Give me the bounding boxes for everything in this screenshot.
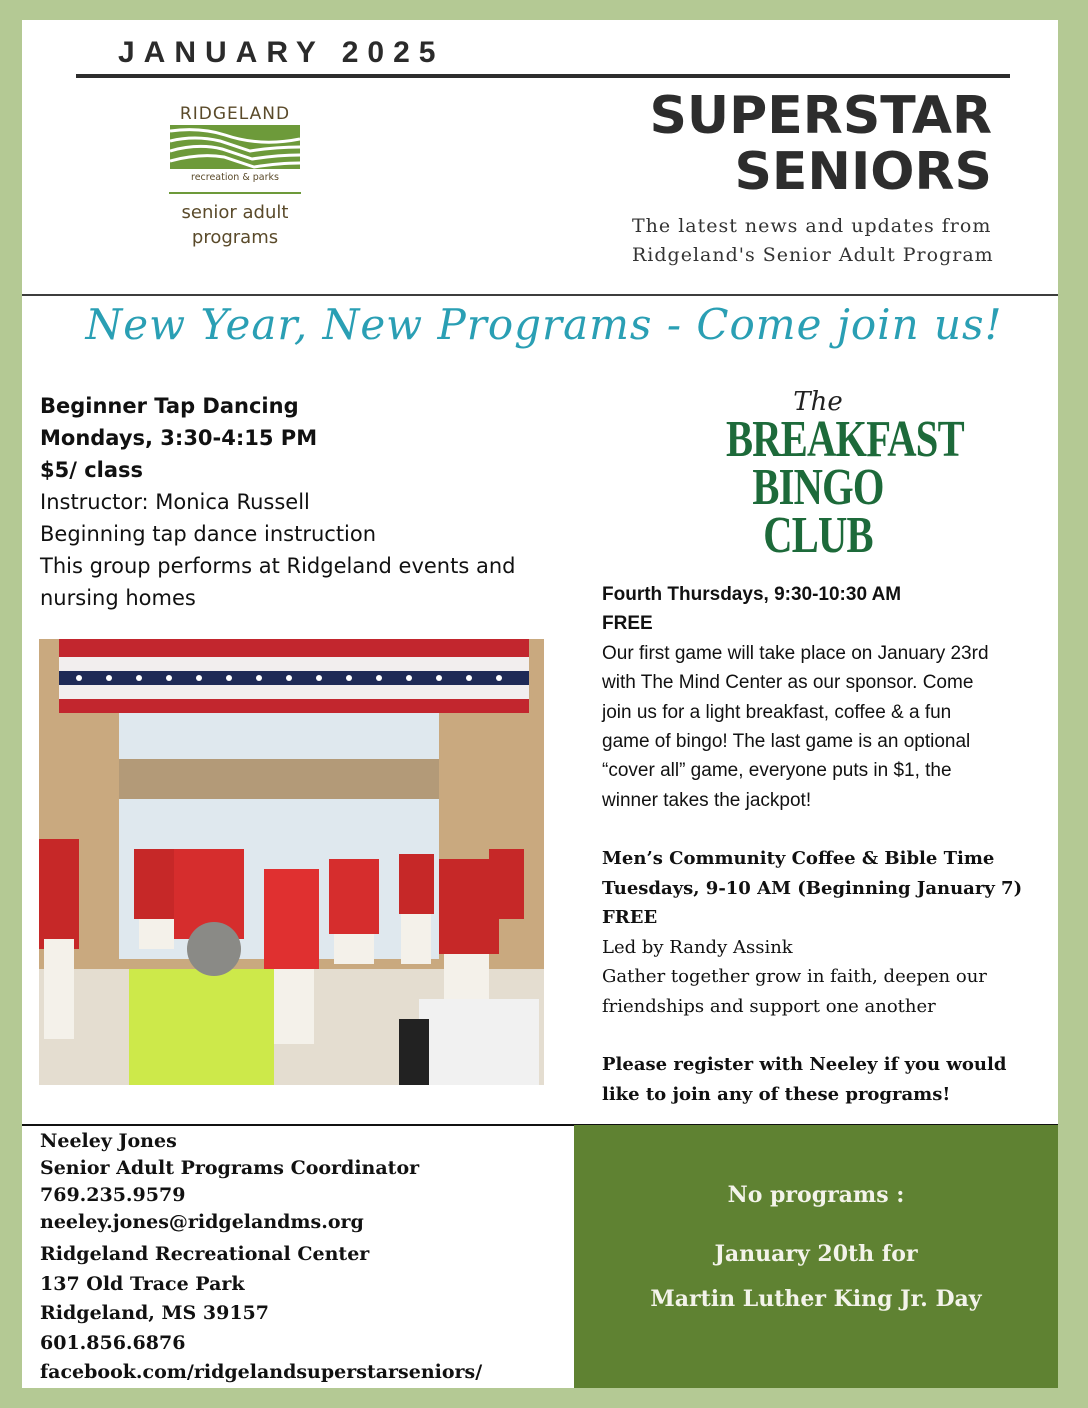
- logo-program-line2: programs: [191, 227, 279, 248]
- bingo-description-line: “cover all” game, everyone puts in $1, the: [602, 760, 952, 782]
- facebook-link[interactable]: facebook.com/ridgelandsuperstarseniors/: [40, 1361, 483, 1383]
- mens-description-line1: Gather together grow in faith, deepen our: [602, 966, 987, 987]
- tagline-line2: Ridgeland's Senior Adult Program: [632, 244, 994, 266]
- logo-subtitle: recreation & parks: [191, 172, 279, 183]
- bingo-description-line: join us for a light breakfast, coffee & a fun: [602, 701, 952, 723]
- tap-note-line2: nursing homes: [40, 586, 196, 610]
- newsletter-title: [649, 88, 992, 200]
- notice-date: [574, 1232, 1058, 1322]
- bunting-stars: [76, 675, 502, 681]
- bingo-description-line: Our first game will take place on January 23rd: [602, 642, 989, 664]
- contact-name: Neeley Jones: [40, 1130, 177, 1152]
- center-street: 137 Old Trace Park: [40, 1272, 245, 1295]
- mens-price: FREE: [602, 907, 658, 928]
- bingo-price: FREE: [602, 613, 653, 635]
- bingo-logo-line2: BINGO: [752, 459, 884, 516]
- center-name: Ridgeland Recreational Center: [40, 1243, 370, 1265]
- tap-dancing-section: [40, 390, 515, 614]
- landscape-waves-icon: [170, 125, 300, 169]
- logo-name: RIDGELAND: [179, 104, 291, 124]
- bingo-logo-line3: CLUB: [763, 507, 873, 564]
- bingo-logo-line1: BREAKFAST: [725, 411, 964, 468]
- bingo-description-line: game of bingo! The last game is an optional: [602, 731, 971, 753]
- bingo-schedule: Fourth Thursdays, 9:30-10:30 AM: [602, 584, 902, 605]
- center-city: Ridgeland, MS 39157: [40, 1302, 269, 1324]
- closure-notice: [574, 1125, 1058, 1388]
- contact-email[interactable]: neeley.jones@ridgelandms.org: [40, 1211, 364, 1233]
- bingo-description-line: winner takes the jackpot!: [602, 789, 812, 811]
- tagline: [632, 212, 994, 270]
- tap-schedule: Mondays, 3:30-4:15 PM: [40, 426, 318, 450]
- bingo-logo-the: The: [793, 387, 843, 417]
- bingo-section: [602, 580, 1052, 815]
- mens-schedule: Tuesdays, 9-10 AM (Beginning January 7): [602, 877, 1023, 899]
- seated-resident: [129, 969, 274, 1085]
- center-phone[interactable]: 601.856.6876: [40, 1331, 186, 1354]
- mens-leader: Led by Randy Assink: [602, 936, 793, 958]
- tap-dance-photo: [39, 639, 544, 1085]
- issue-month: JANUARY 2025: [118, 36, 445, 69]
- mens-title: Men’s Community Coffee & Bible Time: [602, 848, 995, 869]
- mens-coffee-section: [602, 844, 1052, 1109]
- logo-divider: [169, 192, 301, 194]
- bingo-description-line: with The Mind Center as our sponsor. Come: [602, 672, 974, 694]
- breakfast-bingo-club-logo: [700, 387, 964, 564]
- tap-note-line1: This group performs at Ridgeland events and: [40, 554, 516, 578]
- section-divider: [22, 294, 1058, 296]
- header-divider: [76, 74, 1010, 78]
- contact-phone[interactable]: 769.235.9579: [40, 1184, 186, 1206]
- photo-illustration: [39, 639, 544, 1085]
- tap-price: $5/ class: [40, 458, 144, 482]
- logo-program-line1: senior adult: [181, 202, 289, 223]
- banner-headline: New Year, New Programs - Come join us!: [85, 300, 1003, 349]
- mens-description-line2: friendships and support one another: [602, 995, 936, 1017]
- title-line1: SUPERSTAR: [649, 86, 992, 146]
- center-address: [40, 1240, 570, 1388]
- notice-line3: Martin Luther King Jr. Day: [650, 1286, 982, 1312]
- notice-line2: January 20th for: [714, 1241, 918, 1267]
- tagline-line1: The latest news and updates from: [632, 215, 992, 237]
- title-line2: SENIORS: [734, 142, 992, 202]
- spacer: [602, 1021, 1052, 1050]
- register-line2: like to join any of these programs!: [602, 1083, 951, 1105]
- contact-info: [40, 1128, 570, 1388]
- tap-instructor: Instructor: Monica Russell: [40, 490, 310, 514]
- notice-heading: No programs :: [727, 1182, 905, 1208]
- contact-role: Senior Adult Programs Coordinator: [40, 1157, 420, 1179]
- tap-description: Beginning tap dance instruction: [40, 522, 377, 546]
- ridgeland-logo: [160, 105, 310, 250]
- register-line1: Please register with Neeley if you would: [602, 1054, 1007, 1075]
- tap-title: Beginner Tap Dancing: [40, 394, 299, 418]
